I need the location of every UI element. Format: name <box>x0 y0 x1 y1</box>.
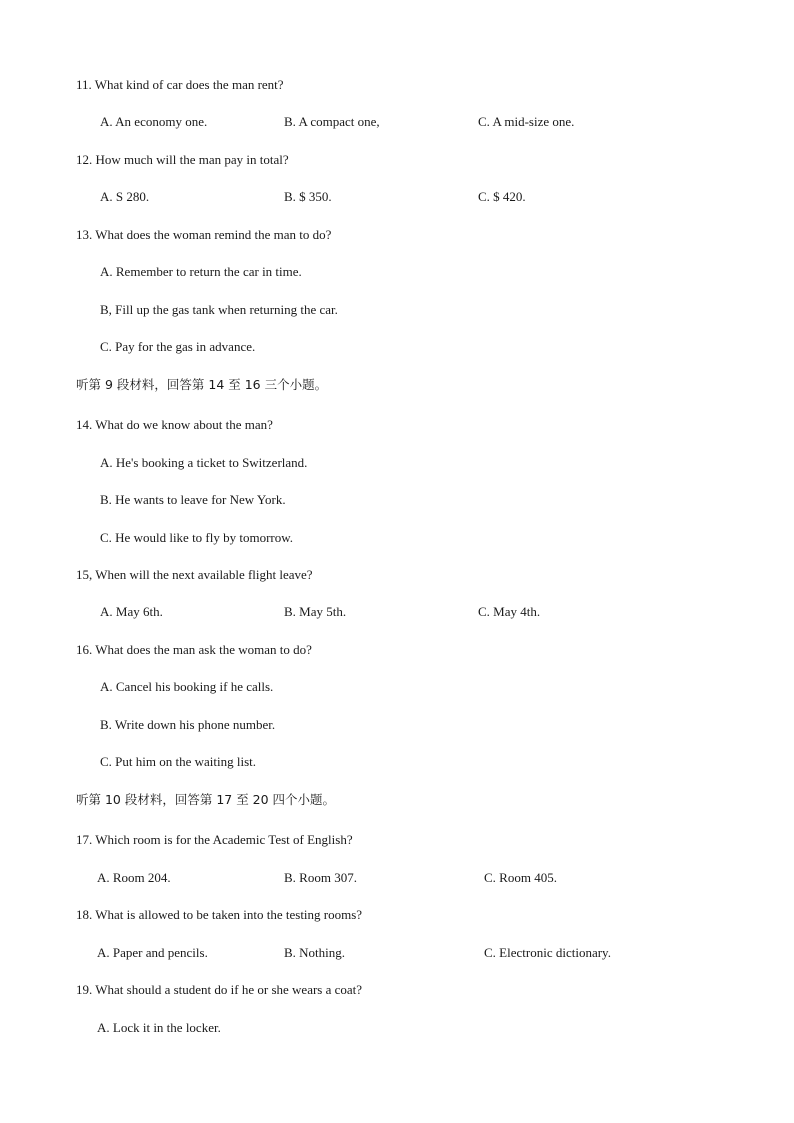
question-15-option-b: B. May 5th. <box>284 604 347 619</box>
question-18-option-b: B. Nothing. <box>284 945 346 960</box>
question-13-option-a: A. Remember to return the car in time. <box>100 264 302 279</box>
question-16-stem: 16. What does the man ask the woman to do? <box>76 642 312 657</box>
section-9-instruction: 听第 9 段材料，回答第 14 至 16 三个小题。 <box>76 377 328 392</box>
question-16-option-c: C. Put him on the waiting list. <box>100 754 257 769</box>
question-19-option-a: A. Lock it in the locker. <box>97 1020 221 1035</box>
question-14-option-c: C. He would like to fly by tomorrow. <box>100 530 294 545</box>
question-13-option-b: B, Fill up the gas tank when returning the car. <box>100 302 338 317</box>
question-18-option-c: C. Electronic dictionary. <box>484 945 611 960</box>
question-13-stem: 13. What does the woman remind the man to do? <box>76 227 332 242</box>
question-15-option-a: A. May 6th. <box>100 604 163 619</box>
question-17-option-a: A. Room 204. <box>97 870 171 885</box>
question-14-option-b: B. He wants to leave for New York. <box>100 492 286 507</box>
question-14-option-a: A. He's booking a ticket to Switzerland. <box>100 455 308 470</box>
question-11-stem: 11. What kind of car does the man rent? <box>76 77 284 92</box>
question-16-option-a: A. Cancel his booking if he calls. <box>100 679 274 694</box>
question-17-stem: 17. Which room is for the Academic Test of English? <box>76 832 353 847</box>
question-16-option-b: B. Write down his phone number. <box>100 717 276 732</box>
question-12-option-c: C. $ 420. <box>478 189 526 204</box>
question-11-option-c: C. A mid-size one. <box>478 114 575 129</box>
question-15-stem: 15, When will the next available flight leave? <box>76 567 313 582</box>
question-14-stem: 14. What do we know about the man? <box>76 417 273 432</box>
question-18-stem: 18. What is allowed to be taken into the testing rooms? <box>76 907 363 922</box>
question-12-option-b: B. $ 350. <box>284 189 332 204</box>
question-15-option-c: C. May 4th. <box>478 604 541 619</box>
question-12-option-a: A. S 280. <box>100 189 150 204</box>
question-19-stem: 19. What should a student do if he or she wears a coat? <box>76 982 363 997</box>
question-11-option-a: A. An economy one. <box>100 114 208 129</box>
question-12-stem: 12. How much will the man pay in total? <box>76 152 289 167</box>
section-10-instruction: 听第 10 段材料，回答第 17 至 20 四个小题。 <box>76 792 336 807</box>
question-17-option-b: B. Room 307. <box>284 870 357 885</box>
question-17-option-c: C. Room 405. <box>484 870 557 885</box>
question-18-option-a: A. Paper and pencils. <box>97 945 208 960</box>
question-11-option-b: B. A compact one, <box>284 114 380 129</box>
question-13-option-c: C. Pay for the gas in advance. <box>100 339 256 354</box>
